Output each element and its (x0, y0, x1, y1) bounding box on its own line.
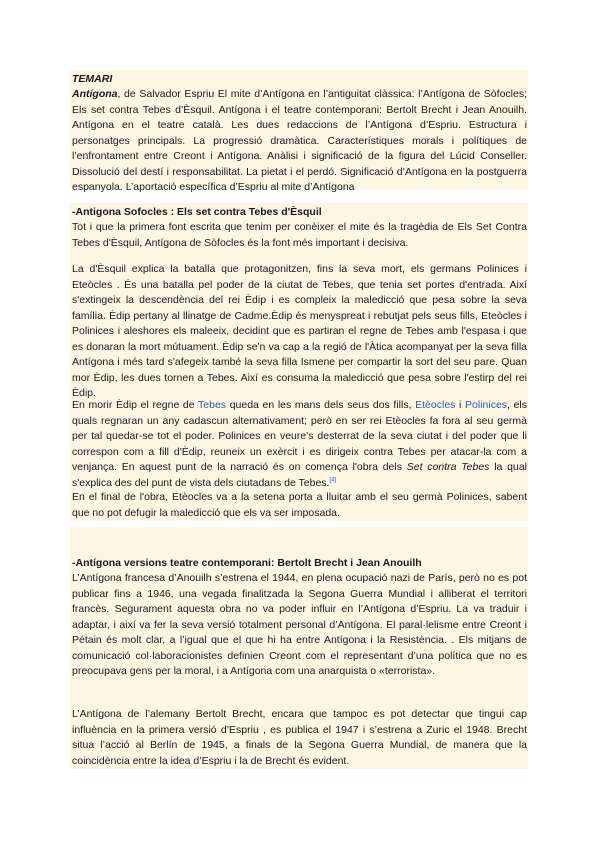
sofocles-intro: Tot i que la primera font escrita que tenim per conèixer el mite és la tragèdia de Els Set Contra Tebes d'Èsquil, Antígona de Sòfocles és la font més important i decisiva. (72, 221, 527, 249)
tebes-link[interactable]: Tebes (198, 399, 227, 411)
polinices-link[interactable]: Polinices (465, 399, 508, 411)
temari-title: TEMARI (72, 73, 113, 85)
text-span: , els quals regnaran un any cadascun alternativament; però en ser rei Etèocles fa fora al seu germà per tal quedar-se tot el poder. Polinices en veure's desterrat de la seva ciutat i del poder que li correspon com a fill d'Èdip, reuneix un exèrcit i es dirigeix contra Tebes per atacar-la com a venjança. En aquest punt de la narració és on comença l'obra dels (72, 399, 528, 473)
footnote-ref-link[interactable]: [4] (329, 477, 337, 483)
set-contra-tebes-title: Set contra Tebes (406, 461, 490, 473)
temari-paragraph (72, 87, 527, 196)
text-span: En morir Èdip el regne de (72, 399, 199, 411)
text-span: la qual s'explica des del punt de vista dels ciutadans de Tebes. (72, 461, 527, 489)
versions-paragraph-2: L’Antígona de l’alemany Bertolt Brecht, encara que tampoc es pot detectar que tingui cap influència en la primera versió d’Espriu , es publica el 1947 i s’estrena a Zuric el 1948. Brecht situa l’acció al Berlín de 1945, a finals de la Segona Guerra Mundial, de manera que la coincidència entre la idea d’Espriu i la de Brecht és evident. (72, 708, 527, 767)
temari-body: , de Salvador Espriu El mite d’Antígona en l’antiguitat clàssica: l’Antígona de Sòfocles; Els set contra Tebes d’Èsquil. Antígona i el teatre contemporani: Bertolt Brecht i Jean Anouilh. Antígona en el teatre català. Les dues redaccions de l’Antígona d’Espriu. Estructura i personatges principals. La progressió dramàtica. Característiques morals i polítiques de l’enfrontament entre Creont i Antígona. Anàlisi i significació de la figura del Lúcid Conseller. Dissolució del destí i responsabilitat. La pietat i el perdó. Significació d’Antígona en la postguerra espanyola. L’aportació específica d’Espriu al mite d’Antígona (72, 88, 527, 193)
sofocles-paragraph-2 (72, 398, 527, 491)
versions-heading: -Antígona versions teatre contemporani: Bertolt Brecht i Jean Anouilh (72, 557, 422, 569)
text-span: i (455, 399, 466, 411)
sofocles-paragraph-3: En el final de l'obra, Etèocles va a la setena porta a lluitar amb el seu germà Polinices, sabent que no pot defugir la maledicció que els va ser imposada. (72, 491, 527, 519)
versions-paragraph-1: L’Antígona francesa d’Anouilh s’estrena el 1944, en plena ocupació nazi de París, però no es pot publicar fins a 1946, una vegada finalitzada la Segona Guerra Mundial i alliberat el territori francès. Segurament aquesta obra no va poder influir en l’Antígona d’Espriu. La va traduir i adaptar, i així va fer la seva versió totalment personal d’Antígona. El paral·lelisme entre Creont i Pétain és molt clar, a l’igual que el que hi ha entre Antígona i la Resistència. . Els mitjans de comunicació col·laboracionistes definien Creont com el representant d’una política que no es preocupava gens per la moral, i a Antígona com una anarquista o «terrorista». (72, 572, 527, 677)
sofocles-heading: -Antigona Sofocles : Els set contra Tebes d'Èsquil (72, 206, 322, 218)
sofocles-paragraph-1: La d'Èsquil explica la batalla que protagonitzen, fins la seva mort, els germans Polinices i Eteòcles . És una batalla pel poder de la ciutat de Tebes, que tenia set portes d'entrada. Així s'extingeix la descendència del rei Èdip i es compleix la maledicció que pesa sobre la seva família. Èdip pertany al llinatge de Cadme.Èdip és menyspreat i rebutjat pels seus fills, Eteòcles i Polinices i aleshores els maleeix, decidint que es partiran el regne de Tebes amb l'espasa i que es donaran la mort mútuament. Èdip se'n va cap a la regió de l'Àtica acompanyat per la seva filla Antígona i més tard s'afegeix també la seva filla Ismene per compartir la sort del seu pare. Quan mor Èdip, les dues tornen a Tebes. Així es consuma la maledicció que pesa sobre l'estirp del rei Èdip. (72, 263, 527, 399)
eteocles-link[interactable]: Etèocles (415, 399, 456, 411)
temari-lead: Antígona (72, 88, 118, 100)
text-span: queda en les mans dels seus dos fills, (226, 399, 416, 411)
